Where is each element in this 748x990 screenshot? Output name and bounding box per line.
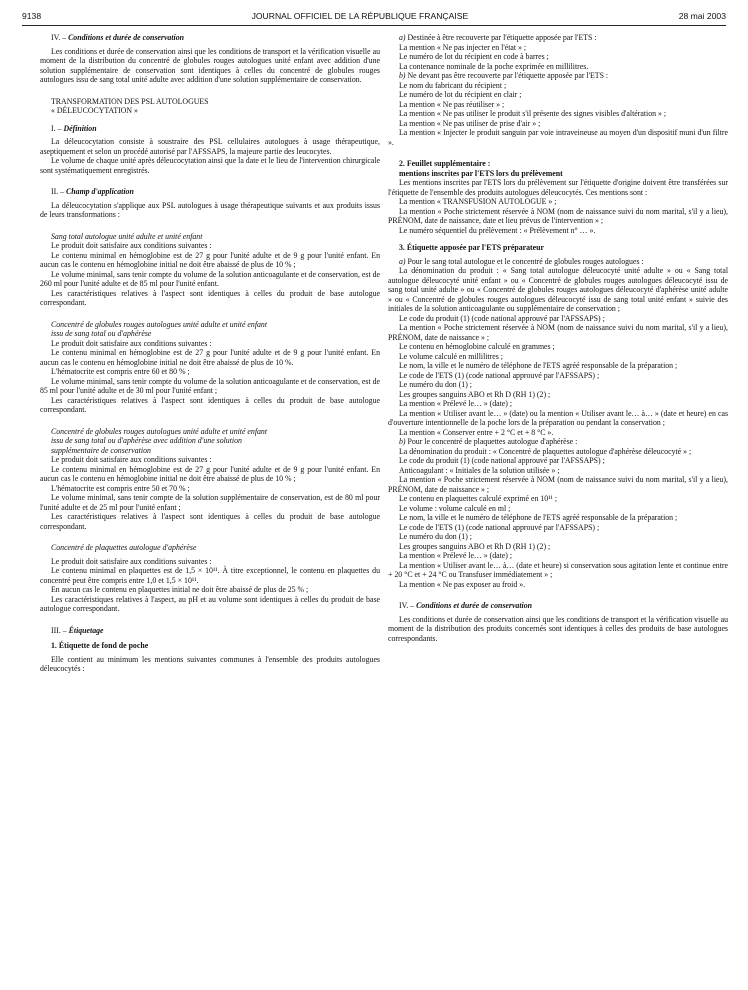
list-item: La mention « Conserver entre + 2 °C et + 8 °C ». bbox=[399, 427, 554, 437]
list-item: Les groupes sanguins ABO et Rh D (RH 1) (2) ; bbox=[399, 389, 551, 399]
list-item: La mention « Prélevé le… » (date) ; bbox=[399, 399, 513, 408]
paragraph: Les caractéristiques relatives à l'aspect sont identiques à celles du produit de base autologue correspondant. bbox=[40, 395, 380, 414]
section-heading: II. – Champ d'application bbox=[51, 187, 134, 196]
list-item: Le contenu en hémoglobine calculé en grammes ; bbox=[399, 342, 555, 351]
paragraph: Les caractéristiques relatives à l'aspect sont identiques à celles du produit de base autologue correspondant. bbox=[40, 288, 380, 307]
list-item: Le volume : volume calculé en ml ; bbox=[399, 503, 511, 513]
list-item: La mention « Utiliser avant le… à… (date et heure) si conservation sous agitation lente et continue entre + 20 °C et + 24 °C ou Transfuser immédiatement » ; bbox=[388, 560, 728, 579]
list-item: Le code du produit (1) (code national approuvé par l'AFSSAPS) ; bbox=[399, 313, 605, 323]
paragraph: La déleucocytation s'applique aux PSL autologues à usage thérapeutique suivants et aux produits issus de leurs transformations : bbox=[40, 200, 380, 219]
subsection-heading: 3. Étiquette apposée par l'ETS préparateur bbox=[399, 243, 544, 252]
transformation-subtitle: « DÉLEUCOCYTATION » bbox=[51, 106, 138, 115]
list-item: Le numéro du don (1) ; bbox=[399, 380, 472, 389]
list-item: La dénomination du produit : « Sang total autologue déleucocyté unité adulte » ou « Sang total autologue déleucocyté unité enfant » ou « Concentré de globules rouges autologues déleucocyté issu de sang total unité adulte » ou « Concentré de globules rouges autologues déleucocyté d'aphérèse unité adulte » ou « Concentré de globules rouges autologues déleucocyté issu de sang total unité enfant » suivie des initiales de la solution anticoagulante ou supplémentaire de conservation ; bbox=[388, 266, 728, 313]
list-item: Le numéro de lot du récipient en clair ; bbox=[399, 90, 522, 99]
paragraph: a) Destinée à être recouverte par l'étiquette apposée par l'ETS : bbox=[399, 33, 597, 42]
subsection-title: issu de sang total ou d'aphérèse bbox=[51, 329, 152, 338]
list-item: La mention « Poche strictement réservée à NOM (nom de naissance suivi du nom marital, s'il y a lieu), PRÉNOM, date de naissance » ; bbox=[388, 323, 728, 342]
subsection-heading: mentions inscrites par l'ETS lors du prélèvement bbox=[399, 168, 563, 178]
list-item: La mention « Poche strictement réservée à NOM (nom de naissance suivi du nom marital, s'il y a lieu), PRÉNOM, date de naissance, date et lieu prévus de l'intervention » ; bbox=[388, 206, 728, 225]
paragraph: Elle contient au minimum les mentions suivantes communes à l'ensemble des produits autologues déleucocytés : bbox=[40, 654, 380, 673]
paragraph: b) Ne devant pas être recouverte par l'étiquette apposée par l'ETS : bbox=[399, 71, 609, 80]
paragraph: L'hématocrite est compris entre 60 et 80 % ; bbox=[51, 367, 190, 376]
page-header bbox=[22, 9, 726, 23]
list-item: La contenance nominale de la poche exprimée en millilitres. bbox=[399, 61, 589, 71]
paragraph: Le produit doit satisfaire aux conditions suivantes : bbox=[51, 455, 212, 464]
subsection-title: Sang total autologue unité adulte et unité enfant bbox=[51, 231, 203, 241]
paragraph: Le volume de chaque unité après déleucocytation ainsi que la date et le lieu de l'intervention chirurgicale sont systématiquement enregistrés. bbox=[40, 156, 380, 175]
list-item: La mention « Prélevé le… » (date) ; bbox=[399, 551, 513, 560]
list-item: Anticoagulant : « Initiales de la solution utilisée » ; bbox=[399, 465, 560, 475]
subsection-title: Concentré de globules rouges autologues unité adulte et unité enfant bbox=[51, 426, 268, 436]
list-item: La mention « Injecter le produit sanguin par voie intraveineuse au moyen d'un dispositif muni d'un filtre ». bbox=[388, 128, 728, 147]
paragraph: Les mentions inscrites par l'ETS lors du prélèvement sur l'étiquette d'origine doivent être transférées sur l'étiquette de l'ensemble des produits autologues déleucocytés. Ces mentions sont : bbox=[388, 178, 728, 197]
paragraph: La déleucocytation consiste à soustraire des PSL cellulaires autologues à usage thérapeutique, aseptiquement et selon un procédé autorisé par l'AFSSAPS, la majeure partie des leucocytes. bbox=[40, 137, 380, 156]
list-item: Le contenu en plaquettes calculé exprimé en 10¹¹ ; bbox=[399, 494, 558, 503]
paragraph: Le produit doit satisfaire aux conditions suivantes : bbox=[51, 241, 212, 250]
list-item: Les groupes sanguins ABO et Rh D (RH 1) (2) ; bbox=[399, 541, 551, 551]
list-item: La mention « Ne pas réutiliser » ; bbox=[399, 99, 505, 109]
section-heading: I. – Définition bbox=[51, 123, 97, 133]
transformation-title: TRANSFORMATION DES PSL AUTOLOGUES bbox=[51, 96, 209, 106]
paragraph: Le produit doit satisfaire aux conditions suivantes : bbox=[51, 556, 212, 566]
right-column bbox=[388, 33, 728, 643]
journal-title: JOURNAL OFFICIEL DE LA RÉPUBLIQUE FRANÇAISE bbox=[251, 11, 469, 21]
list-item: Le numéro de lot du récipient en code à barres ; bbox=[399, 52, 549, 61]
header-rule bbox=[22, 25, 726, 26]
paragraph: Le contenu minimal en hémoglobine est de 27 g pour l'unité adulte et de 9 g pour l'unité enfant. En aucun cas le contenu en hémoglobine initial ne doit être abaissé de plus de 10 % ; bbox=[40, 464, 380, 483]
list-item: Le numéro séquentiel du prélèvement : « Prélèvement n° … ». bbox=[399, 225, 596, 235]
page-number: 9138 bbox=[22, 11, 42, 21]
paragraph: Le volume minimal, sans tenir compte du volume de la solution anticoagulante et de conservation, est de 85 ml pour l'unité adulte et de 30 ml pour l'unité enfant ; bbox=[40, 376, 380, 395]
list-item: Le code de l'ETS (1) (code national approuvé par l'AFSSAPS) ; bbox=[399, 370, 600, 380]
section-heading: IV. – Conditions et durée de conservation bbox=[51, 33, 184, 42]
paragraph: b) Pour le concentré de plaquettes autologue d'aphérèse : bbox=[399, 437, 578, 446]
paragraph: Les conditions et durée de conservation ainsi que les conditions de transport et la vérification visuelle au moment de la distribution des produits concernés sont identiques à celles des produits de base autologues correspondants. bbox=[388, 614, 728, 643]
paragraph: Le volume minimal, sans tenir compte de la solution supplémentaire de conservation, est de 80 ml pour l'unité adulte et de 25 ml pour l'unité enfant ; bbox=[40, 493, 380, 512]
paragraph: a) Pour le sang total autologue et le concentré de globules rouges autologues : bbox=[399, 256, 644, 266]
paragraph: En aucun cas le contenu en plaquettes initial ne doit être abaissé de plus de 25 % ; bbox=[51, 585, 309, 594]
list-item: La mention « Ne pas utiliser le produit s'il présente des signes visibles d'altération » ; bbox=[399, 109, 667, 118]
list-item: Le code de l'ETS (1) (code national approuvé par l'AFSSAPS) ; bbox=[399, 522, 600, 532]
list-item: La mention « Ne pas utiliser de prise d'air » ; bbox=[399, 118, 541, 128]
list-item: Le nom, la ville et le numéro de téléphone de l'ETS agréé responsable de la préparation ; bbox=[399, 361, 678, 370]
section-heading: IV. – Conditions et durée de conservation bbox=[399, 601, 532, 610]
subsection-title: Concentré de globules rouges autologues unité adulte et unité enfant bbox=[51, 319, 268, 329]
list-item: Le numéro du don (1) ; bbox=[399, 532, 472, 541]
section-heading: III. – Étiquetage bbox=[51, 625, 104, 635]
paragraph: Le volume minimal, sans tenir compte du volume de la solution anticoagulante et de conservation, est de 260 ml pour l'unité adulte et de 85 ml pour l'unité enfant. bbox=[40, 269, 380, 288]
paragraph: Les caractéristiques relatives à l'aspect sont identiques à celles du produit de base autologue correspondant. bbox=[40, 512, 380, 531]
list-item: La mention « Ne pas exposer au froid ». bbox=[399, 579, 526, 589]
left-column bbox=[40, 33, 380, 674]
list-item: Le volume calculé en millilitres ; bbox=[399, 351, 503, 361]
paragraph: Le contenu minimal en hémoglobine est de 27 g pour l'unité adulte et de 9 g pour l'unité enfant. En aucun cas le contenu en hémoglobine initial ne doit être abaissé de plus de 10 % ; bbox=[40, 250, 380, 269]
subsection-title: issu de sang total ou d'aphérèse avec addition d'une solution bbox=[51, 436, 242, 445]
list-item: La dénomination du produit : « Concentré de plaquettes autologue d'aphérèse déleucocyté » ; bbox=[399, 446, 692, 456]
paragraph: Les conditions et durée de conservation ainsi que les conditions de transport et la vérification visuelle au moment de la distribution du concentré de globules rouges autologues unité enfant avec addition d'une solution supplémentaire de conservation sont identiques à celles du concentré de globules rouges autologues issu de sang total unité adulte avec addition d'une solution supplémentaire de conservation. bbox=[40, 46, 380, 84]
subsection-heading: 1. Étiquette de fond de poche bbox=[51, 641, 149, 650]
subsection-heading: 2. Feuillet supplémentaire : bbox=[399, 159, 491, 168]
subsection-title: Concentré de plaquettes autologue d'aphérèse bbox=[51, 543, 197, 552]
subsection-title: supplémentaire de conservation bbox=[51, 445, 151, 455]
paragraph: Les caractéristiques relatives à l'aspect, au pH et au volume sont identiques à celles du produit de base autologue correspondant. bbox=[40, 594, 380, 613]
paragraph: Le contenu minimal en hémoglobine est de 27 g pour l'unité adulte et de 9 g pour l'unité enfant. En aucun cas le contenu en hémoglobine initial ne doit être abaissé de plus de 10 %. bbox=[40, 348, 380, 367]
list-item: Le nom, la ville et le numéro de téléphone de l'ETS agréé responsable de la préparation ; bbox=[399, 513, 678, 522]
publication-date: 28 mai 2003 bbox=[678, 11, 726, 21]
list-item: La mention « Poche strictement réservée à NOM (nom de naissance suivi du nom marital, s'il y a lieu), PRÉNOM, date de naissance » ; bbox=[388, 475, 728, 494]
paragraph: Le contenu minimal en plaquettes est de 1,5 × 10¹¹. À titre exceptionnel, le contenu en plaquettes du concentré peut être compris entre 1,0 et 1,5 × 10¹¹. bbox=[40, 566, 380, 585]
list-item: Le code du produit (1) (code national approuvé par l'AFSSAPS) ; bbox=[399, 456, 605, 465]
list-item: La mention « Ne pas injecter en l'état » ; bbox=[399, 42, 527, 52]
list-item: La mention « TRANSFUSION AUTOLOGUE » ; bbox=[399, 197, 557, 206]
paragraph: Le produit doit satisfaire aux conditions suivantes : bbox=[51, 338, 212, 348]
paragraph: L'hématocrite est compris entre 50 et 70 % ; bbox=[51, 483, 190, 493]
list-item: Le nom du fabricant du récipient ; bbox=[399, 80, 507, 90]
list-item: La mention « Utiliser avant le… » (date) ou la mention « Utiliser avant le… à… » (date et heure) en cas d'ouverture intentionnelle de la poche lors de la préparation ou pendant la conservation ; bbox=[388, 408, 728, 427]
